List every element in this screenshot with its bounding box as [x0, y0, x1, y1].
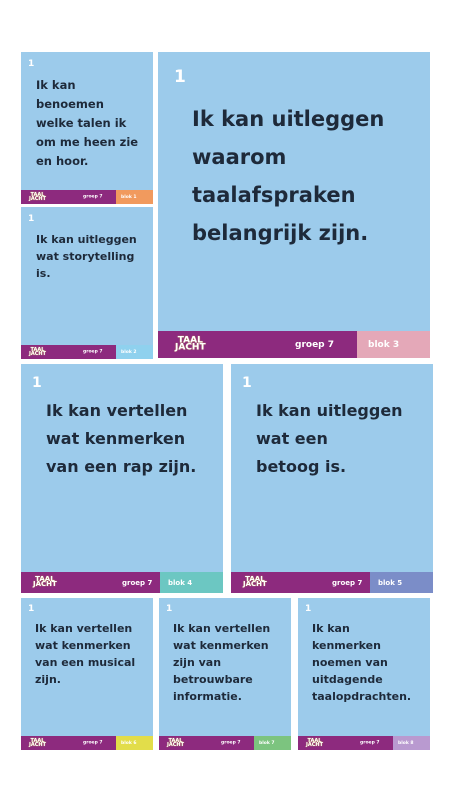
- block-badge: blok 4: [160, 572, 223, 593]
- group-label: groep 7: [83, 349, 103, 355]
- block-badge: blok 1: [116, 190, 153, 204]
- learning-goal-card-blok-5: [231, 364, 433, 593]
- card-goal-text: Ik kan vertellen wat kenmerken van een musical zijn.: [35, 622, 136, 686]
- taaljacht-logo: TAAL JACHT: [33, 574, 57, 589]
- card-number: 1: [32, 375, 42, 391]
- group-label: groep 7: [122, 578, 153, 587]
- block-badge: blok 6: [116, 736, 153, 750]
- card-footer-bar: [21, 345, 153, 359]
- block-badge: blok 5: [370, 572, 433, 593]
- card-footer-bar: [231, 572, 433, 593]
- learning-goal-card-blok-7: [159, 598, 291, 750]
- card-number: 1: [166, 604, 173, 614]
- block-badge: blok 8: [393, 736, 430, 750]
- block-badge: blok 3: [357, 331, 430, 358]
- card-footer-bar: [159, 736, 291, 750]
- block-badge: blok 2: [116, 345, 153, 359]
- card-goal-text: Ik kan uitleggen wat storytelling is.: [36, 233, 137, 280]
- card-number: 1: [28, 604, 35, 614]
- card-goal-text: Ik kan uitleggen wat een betoog is.: [256, 401, 403, 476]
- card-footer-bar: [158, 331, 430, 358]
- taaljacht-logo: TAAL JACHT: [29, 346, 46, 357]
- card-number: 1: [174, 67, 186, 87]
- taaljacht-logo: TAAL JACHT: [306, 737, 323, 748]
- learning-goal-card-blok-1: [21, 52, 153, 204]
- card-goal-text: Ik kan kenmerken noemen van uitdagende taalopdrachten.: [312, 622, 412, 703]
- group-label: groep 7: [83, 194, 103, 200]
- learning-goal-card-blok-8: [298, 598, 430, 750]
- card-number: 1: [28, 59, 35, 69]
- card-number: 1: [305, 604, 312, 614]
- taaljacht-logo: TAAL JACHT: [167, 737, 184, 748]
- group-label: groep 7: [221, 740, 241, 746]
- group-label: groep 7: [332, 578, 363, 587]
- card-goal-text: Ik kan uitleggen waarom taalafspraken belangrijk zijn.: [192, 107, 385, 245]
- taaljacht-logo: TAAL JACHT: [175, 334, 206, 353]
- learning-goal-card-blok-2: [21, 207, 153, 359]
- card-number: 1: [28, 214, 35, 224]
- card-footer-bar: [21, 736, 153, 750]
- taaljacht-logo: TAAL JACHT: [243, 574, 267, 589]
- card-goal-text: Ik kan vertellen wat kenmerken van een rap zijn.: [46, 401, 197, 476]
- taaljacht-logo: TAAL JACHT: [29, 191, 46, 202]
- card-goal-text: Ik kan benoemen welke talen ik om me heen zie en hoor.: [36, 78, 139, 168]
- card-footer-bar: [298, 736, 430, 750]
- learning-goal-card-blok-6: [21, 598, 153, 750]
- block-badge: blok 7: [254, 736, 291, 750]
- card-goal-text: Ik kan vertellen wat kenmerken zijn van betrouwbare informatie.: [173, 622, 271, 703]
- taaljacht-logo: TAAL JACHT: [29, 737, 46, 748]
- learning-goal-card-blok-3: [158, 52, 430, 358]
- learning-goal-card-blok-4: [21, 364, 223, 593]
- group-label: groep 7: [83, 740, 103, 746]
- card-footer-bar: [21, 572, 223, 593]
- card-footer-bar: [21, 190, 153, 204]
- group-label: groep 7: [360, 740, 380, 746]
- group-label: groep 7: [295, 339, 335, 350]
- card-number: 1: [242, 375, 252, 391]
